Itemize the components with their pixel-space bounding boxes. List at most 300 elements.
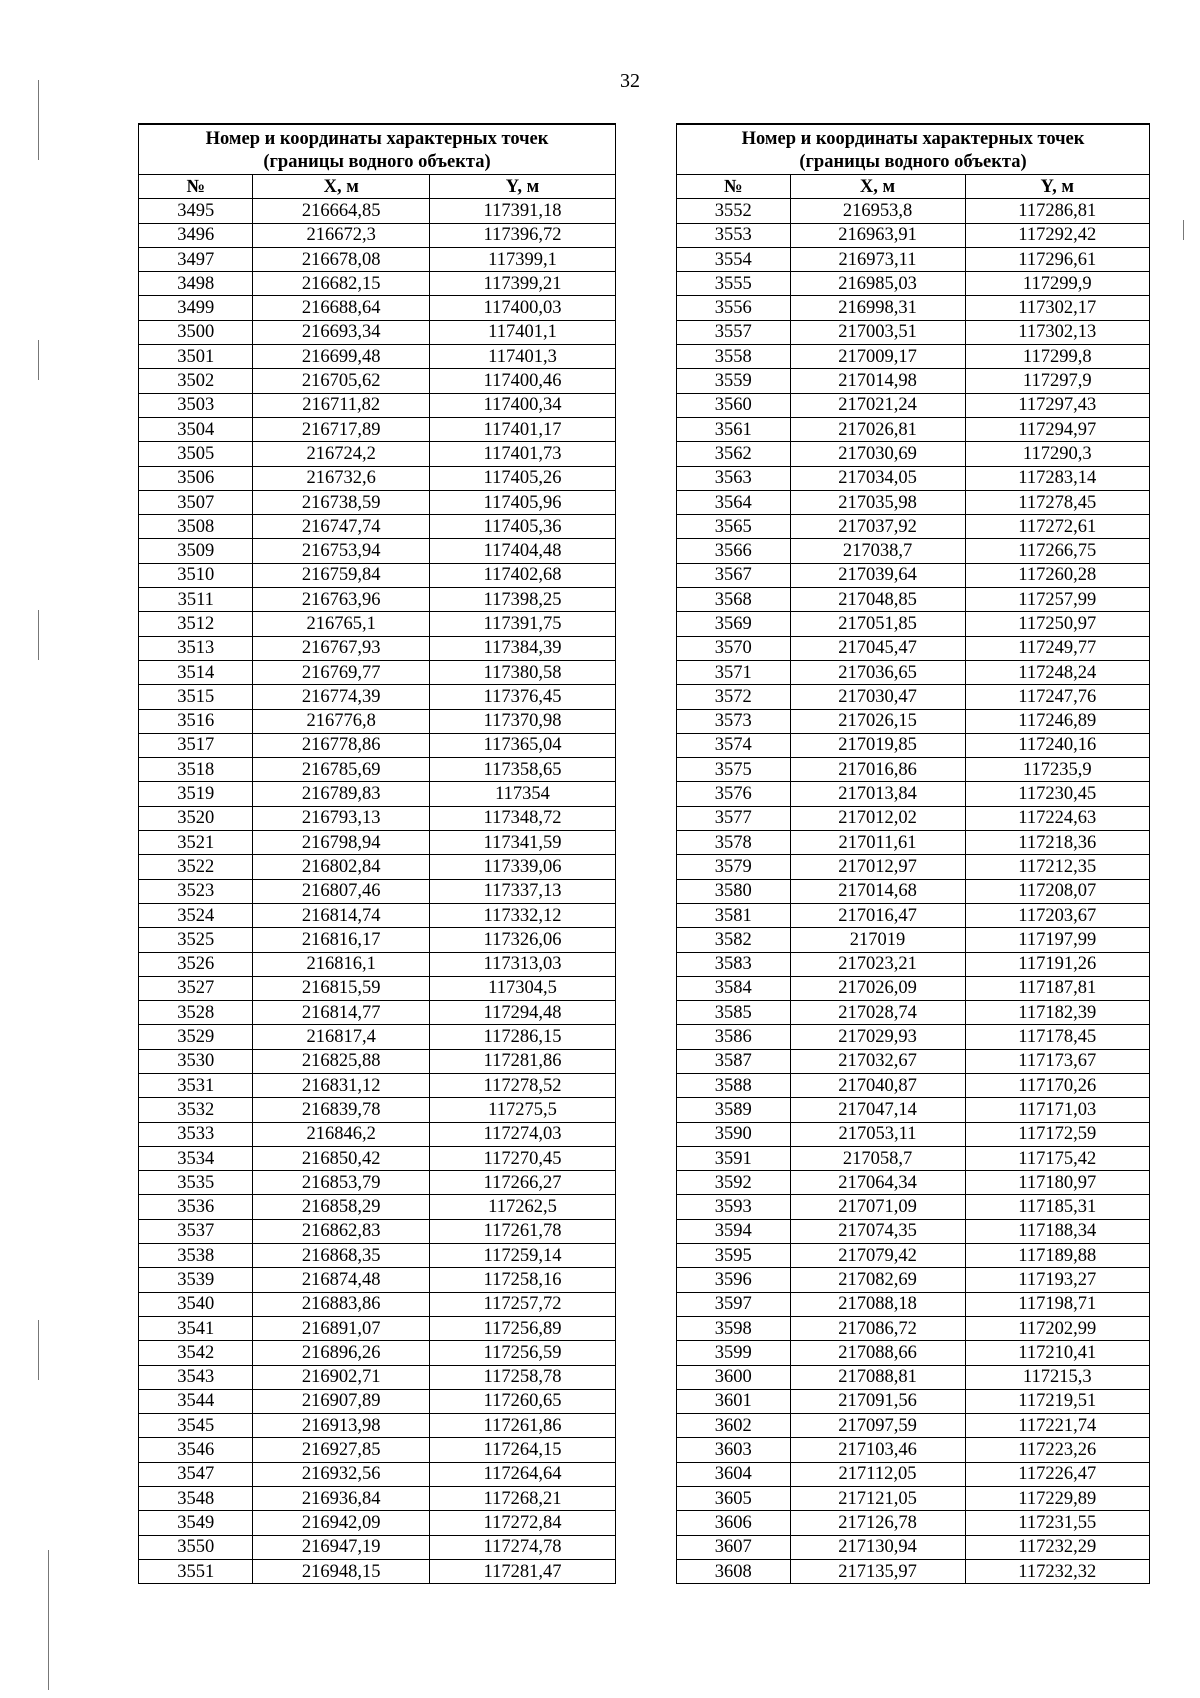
cell-x: 217079,42	[790, 1244, 965, 1268]
cell-x: 217030,47	[790, 685, 965, 709]
cell-number: 3582	[677, 928, 791, 952]
table-row	[139, 1268, 616, 1292]
cell-y: 117250,97	[965, 612, 1149, 636]
table-row	[139, 758, 616, 782]
cell-x: 216798,94	[253, 831, 429, 855]
cell-number: 3551	[139, 1559, 253, 1583]
table-row	[677, 1341, 1150, 1365]
cell-y: 117182,39	[965, 1001, 1149, 1025]
table-row	[139, 563, 616, 587]
cell-x: 217091,56	[790, 1389, 965, 1413]
table-row	[139, 1487, 616, 1511]
cell-number: 3586	[677, 1025, 791, 1049]
table-row	[139, 879, 616, 903]
cell-x: 217016,47	[790, 903, 965, 927]
cell-x: 216963,91	[790, 223, 965, 247]
cell-x: 217011,61	[790, 831, 965, 855]
table-row	[139, 1559, 616, 1583]
cell-number: 3505	[139, 442, 253, 466]
cell-y: 117226,47	[965, 1462, 1149, 1486]
cell-x: 217016,86	[790, 758, 965, 782]
cell-x: 217013,84	[790, 782, 965, 806]
cell-number: 3519	[139, 782, 253, 806]
cell-y: 117294,48	[429, 1001, 615, 1025]
cell-x: 217051,85	[790, 612, 965, 636]
table-row	[139, 976, 616, 1000]
cell-y: 117358,65	[429, 758, 615, 782]
table-row	[677, 976, 1150, 1000]
cell-number: 3563	[677, 466, 791, 490]
cell-number: 3542	[139, 1341, 253, 1365]
table-row	[139, 393, 616, 417]
cell-x: 216759,84	[253, 563, 429, 587]
cell-number: 3592	[677, 1171, 791, 1195]
cell-x: 217135,97	[790, 1559, 965, 1583]
cell-number: 3599	[677, 1341, 791, 1365]
cell-x: 216816,17	[253, 928, 429, 952]
cell-y: 117210,41	[965, 1341, 1149, 1365]
cell-y: 117278,45	[965, 490, 1149, 514]
cell-x: 216850,42	[253, 1146, 429, 1170]
cell-number: 3573	[677, 709, 791, 733]
cell-y: 117261,86	[429, 1414, 615, 1438]
table-row	[677, 1122, 1150, 1146]
cell-x: 217097,59	[790, 1414, 965, 1438]
cell-number: 3543	[139, 1365, 253, 1389]
table-row	[139, 685, 616, 709]
cell-number: 3568	[677, 588, 791, 612]
cell-x: 217014,68	[790, 879, 965, 903]
table-row	[677, 1559, 1150, 1583]
table-row	[677, 952, 1150, 976]
cell-x: 217121,05	[790, 1487, 965, 1511]
table-row	[139, 320, 616, 344]
table-row	[677, 831, 1150, 855]
scan-margin-mark	[48, 1550, 49, 1690]
cell-number: 3545	[139, 1414, 253, 1438]
cell-number: 3539	[139, 1268, 253, 1292]
cell-y: 117257,72	[429, 1292, 615, 1316]
table-row	[677, 369, 1150, 393]
cell-number: 3520	[139, 806, 253, 830]
cell-y: 117365,04	[429, 733, 615, 757]
cell-number: 3504	[139, 417, 253, 441]
table-row	[677, 515, 1150, 539]
cell-y: 117399,1	[429, 247, 615, 271]
cell-number: 3597	[677, 1292, 791, 1316]
cell-y: 117256,59	[429, 1341, 615, 1365]
cell-x: 216913,98	[253, 1414, 429, 1438]
table-row	[139, 1195, 616, 1219]
cell-y: 117191,26	[965, 952, 1149, 976]
table-row	[139, 1171, 616, 1195]
cell-number: 3569	[677, 612, 791, 636]
cell-number: 3547	[139, 1462, 253, 1486]
cell-x: 217021,24	[790, 393, 965, 417]
cell-x: 216807,46	[253, 879, 429, 903]
cell-y: 117170,26	[965, 1073, 1149, 1097]
cell-y: 117286,81	[965, 199, 1149, 223]
cell-x: 216778,86	[253, 733, 429, 757]
table-row	[139, 612, 616, 636]
cell-y: 117405,36	[429, 515, 615, 539]
table-row	[139, 588, 616, 612]
cell-y: 117398,25	[429, 588, 615, 612]
table-row	[139, 1244, 616, 1268]
cell-x: 216907,89	[253, 1389, 429, 1413]
cell-y: 117272,84	[429, 1511, 615, 1535]
cell-x: 216817,4	[253, 1025, 429, 1049]
cell-y: 117274,03	[429, 1122, 615, 1146]
cell-y: 117198,71	[965, 1292, 1149, 1316]
cell-y: 117247,76	[965, 685, 1149, 709]
cell-x: 217029,93	[790, 1025, 965, 1049]
table-title-line2: (границы водного объекта)	[263, 152, 491, 172]
cell-x: 217028,74	[790, 1001, 965, 1025]
cell-x: 216693,34	[253, 320, 429, 344]
cell-x: 217058,7	[790, 1146, 965, 1170]
table-row	[139, 733, 616, 757]
cell-number: 3577	[677, 806, 791, 830]
coordinates-table	[138, 123, 616, 1584]
cell-x: 217035,98	[790, 490, 965, 514]
cell-number: 3570	[677, 636, 791, 660]
cell-x: 217082,69	[790, 1268, 965, 1292]
table-row	[677, 588, 1150, 612]
cell-y: 117175,42	[965, 1146, 1149, 1170]
cell-number: 3584	[677, 976, 791, 1000]
cell-x: 216942,09	[253, 1511, 429, 1535]
table-row	[677, 660, 1150, 684]
cell-y: 117400,34	[429, 393, 615, 417]
column-header-number: №	[139, 175, 253, 199]
cell-y: 117405,26	[429, 466, 615, 490]
cell-x: 217048,85	[790, 588, 965, 612]
cell-y: 117275,5	[429, 1098, 615, 1122]
table-row	[677, 199, 1150, 223]
table-row	[677, 1244, 1150, 1268]
cell-number: 3530	[139, 1049, 253, 1073]
cell-x: 216664,85	[253, 199, 429, 223]
table-row	[677, 223, 1150, 247]
cell-y: 117260,28	[965, 563, 1149, 587]
cell-x: 217019	[790, 928, 965, 952]
cell-number: 3524	[139, 903, 253, 927]
cell-x: 217032,67	[790, 1049, 965, 1073]
page-number: 32	[620, 70, 640, 92]
cell-y: 117401,3	[429, 345, 615, 369]
table-row	[677, 806, 1150, 830]
table-row	[139, 345, 616, 369]
cell-number: 3550	[139, 1535, 253, 1559]
table-title-line1: Номер и координаты характерных точек	[741, 129, 1085, 149]
cell-x: 216839,78	[253, 1098, 429, 1122]
cell-y: 117297,9	[965, 369, 1149, 393]
cell-number: 3532	[139, 1098, 253, 1122]
table-row	[677, 1049, 1150, 1073]
table-row	[677, 1171, 1150, 1195]
cell-x: 216814,74	[253, 903, 429, 927]
table-row	[139, 417, 616, 441]
cell-number: 3567	[677, 563, 791, 587]
cell-number: 3554	[677, 247, 791, 271]
cell-x: 216705,62	[253, 369, 429, 393]
cell-number: 3593	[677, 1195, 791, 1219]
cell-x: 217071,09	[790, 1195, 965, 1219]
cell-x: 216973,11	[790, 247, 965, 271]
cell-y: 117266,27	[429, 1171, 615, 1195]
table-row	[139, 247, 616, 271]
cell-x: 216789,83	[253, 782, 429, 806]
cell-y: 117229,89	[965, 1487, 1149, 1511]
cell-x: 216763,96	[253, 588, 429, 612]
cell-x: 216717,89	[253, 417, 429, 441]
cell-number: 3548	[139, 1487, 253, 1511]
cell-y: 117370,98	[429, 709, 615, 733]
cell-x: 217023,21	[790, 952, 965, 976]
table-row	[139, 1414, 616, 1438]
cell-y: 117391,18	[429, 199, 615, 223]
table-row	[677, 466, 1150, 490]
cell-x: 217086,72	[790, 1316, 965, 1340]
cell-y: 117402,68	[429, 563, 615, 587]
cell-y: 117302,13	[965, 320, 1149, 344]
cell-number: 3503	[139, 393, 253, 417]
cell-number: 3552	[677, 199, 791, 223]
cell-y: 117313,03	[429, 952, 615, 976]
table-row	[677, 612, 1150, 636]
cell-number: 3516	[139, 709, 253, 733]
cell-x: 217088,66	[790, 1341, 965, 1365]
table-row	[677, 928, 1150, 952]
table-row	[677, 247, 1150, 271]
cell-y: 117339,06	[429, 855, 615, 879]
cell-x: 217064,34	[790, 1171, 965, 1195]
cell-x: 217012,97	[790, 855, 965, 879]
cell-number: 3583	[677, 952, 791, 976]
cell-x: 217047,14	[790, 1098, 965, 1122]
cell-y: 117231,55	[965, 1511, 1149, 1535]
cell-x: 217039,64	[790, 563, 965, 587]
table-row	[139, 1389, 616, 1413]
table-row	[677, 417, 1150, 441]
table-row	[677, 490, 1150, 514]
cell-y: 117376,45	[429, 685, 615, 709]
cell-number: 3499	[139, 296, 253, 320]
cell-number: 3603	[677, 1438, 791, 1462]
table-row	[139, 952, 616, 976]
cell-y: 117240,16	[965, 733, 1149, 757]
table-row	[677, 1535, 1150, 1559]
cell-x: 216747,74	[253, 515, 429, 539]
table-title	[139, 124, 616, 175]
cell-x: 216902,71	[253, 1365, 429, 1389]
cell-x: 216774,39	[253, 685, 429, 709]
cell-y: 117264,15	[429, 1438, 615, 1462]
cell-y: 117281,47	[429, 1559, 615, 1583]
table-row	[677, 1462, 1150, 1486]
cell-number: 3508	[139, 515, 253, 539]
cell-number: 3509	[139, 539, 253, 563]
cell-x: 217088,18	[790, 1292, 965, 1316]
table-row	[677, 1025, 1150, 1049]
cell-number: 3517	[139, 733, 253, 757]
cell-x: 216891,07	[253, 1316, 429, 1340]
table-title	[677, 124, 1150, 175]
cell-x: 216846,2	[253, 1122, 429, 1146]
cell-x: 216825,88	[253, 1049, 429, 1073]
table-row	[139, 1001, 616, 1025]
cell-x: 217130,94	[790, 1535, 965, 1559]
cell-number: 3541	[139, 1316, 253, 1340]
cell-x: 216896,26	[253, 1341, 429, 1365]
cell-number: 3606	[677, 1511, 791, 1535]
cell-y: 117297,43	[965, 393, 1149, 417]
cell-number: 3590	[677, 1122, 791, 1146]
cell-number: 3576	[677, 782, 791, 806]
coordinates-table-left	[138, 123, 616, 1584]
table-row	[677, 636, 1150, 660]
table-row	[677, 1365, 1150, 1389]
table-row	[139, 490, 616, 514]
cell-number: 3559	[677, 369, 791, 393]
cell-y: 117246,89	[965, 709, 1149, 733]
cell-y: 117354	[429, 782, 615, 806]
cell-y: 117326,06	[429, 928, 615, 952]
table-row	[677, 782, 1150, 806]
cell-x: 217014,98	[790, 369, 965, 393]
table-row	[677, 879, 1150, 903]
cell-y: 117232,32	[965, 1559, 1149, 1583]
table-body	[139, 199, 616, 1584]
cell-y: 117197,99	[965, 928, 1149, 952]
cell-number: 3562	[677, 442, 791, 466]
cell-x: 217026,15	[790, 709, 965, 733]
cell-y: 117193,27	[965, 1268, 1149, 1292]
cell-number: 3510	[139, 563, 253, 587]
cell-y: 117180,97	[965, 1171, 1149, 1195]
cell-x: 217009,17	[790, 345, 965, 369]
cell-y: 117384,39	[429, 636, 615, 660]
column-header-y: Y, м	[429, 175, 615, 199]
cell-x: 216815,59	[253, 976, 429, 1000]
cell-y: 117258,78	[429, 1365, 615, 1389]
cell-number: 3579	[677, 855, 791, 879]
cell-y: 117256,89	[429, 1316, 615, 1340]
cell-number: 3557	[677, 320, 791, 344]
cell-x: 217074,35	[790, 1219, 965, 1243]
cell-y: 117235,9	[965, 758, 1149, 782]
column-header-x: X, м	[790, 175, 965, 199]
cell-number: 3600	[677, 1365, 791, 1389]
table-row	[139, 636, 616, 660]
cell-x: 217019,85	[790, 733, 965, 757]
cell-number: 3536	[139, 1195, 253, 1219]
scan-margin-mark	[1183, 220, 1184, 240]
cell-x: 216927,85	[253, 1438, 429, 1462]
cell-y: 117400,46	[429, 369, 615, 393]
cell-x: 216998,31	[790, 296, 965, 320]
table-row	[677, 1073, 1150, 1097]
table-row	[139, 442, 616, 466]
cell-y: 117348,72	[429, 806, 615, 830]
cell-number: 3506	[139, 466, 253, 490]
cell-x: 217034,05	[790, 466, 965, 490]
cell-x: 217053,11	[790, 1122, 965, 1146]
table-row	[677, 1389, 1150, 1413]
cell-x: 216765,1	[253, 612, 429, 636]
cell-number: 3533	[139, 1122, 253, 1146]
cell-y: 117262,5	[429, 1195, 615, 1219]
cell-number: 3585	[677, 1001, 791, 1025]
table-row	[139, 1219, 616, 1243]
cell-number: 3555	[677, 272, 791, 296]
table-row	[139, 903, 616, 927]
cell-x: 217026,81	[790, 417, 965, 441]
cell-y: 117232,29	[965, 1535, 1149, 1559]
cell-number: 3594	[677, 1219, 791, 1243]
cell-number: 3587	[677, 1049, 791, 1073]
cell-x: 217045,47	[790, 636, 965, 660]
cell-x: 216874,48	[253, 1268, 429, 1292]
cell-x: 217036,65	[790, 660, 965, 684]
cell-x: 216767,93	[253, 636, 429, 660]
cell-number: 3546	[139, 1438, 253, 1462]
column-header-number: №	[677, 175, 791, 199]
cell-y: 117212,35	[965, 855, 1149, 879]
table-row	[677, 1268, 1150, 1292]
table-row	[677, 1438, 1150, 1462]
cell-x: 216816,1	[253, 952, 429, 976]
cell-x: 216785,69	[253, 758, 429, 782]
cell-y: 117173,67	[965, 1049, 1149, 1073]
cell-y: 117258,16	[429, 1268, 615, 1292]
scan-margin-mark	[38, 80, 39, 160]
cell-y: 117224,63	[965, 806, 1149, 830]
cell-number: 3607	[677, 1535, 791, 1559]
cell-y: 117341,59	[429, 831, 615, 855]
cell-number: 3602	[677, 1414, 791, 1438]
table-title-line2: (границы водного объекта)	[799, 152, 1027, 172]
cell-y: 117172,59	[965, 1122, 1149, 1146]
cell-y: 117299,9	[965, 272, 1149, 296]
table-row	[677, 1195, 1150, 1219]
cell-y: 117268,21	[429, 1487, 615, 1511]
table-row	[139, 1341, 616, 1365]
cell-number: 3529	[139, 1025, 253, 1049]
table-row	[139, 1438, 616, 1462]
cell-y: 117208,07	[965, 879, 1149, 903]
cell-number: 3553	[677, 223, 791, 247]
cell-number: 3598	[677, 1316, 791, 1340]
cell-x: 217112,05	[790, 1462, 965, 1486]
cell-x: 216947,19	[253, 1535, 429, 1559]
cell-y: 117221,74	[965, 1414, 1149, 1438]
cell-x: 216699,48	[253, 345, 429, 369]
cell-x: 217088,81	[790, 1365, 965, 1389]
cell-x: 216932,56	[253, 1462, 429, 1486]
cell-x: 216688,64	[253, 296, 429, 320]
cell-number: 3495	[139, 199, 253, 223]
cell-y: 117292,42	[965, 223, 1149, 247]
cell-number: 3595	[677, 1244, 791, 1268]
cell-number: 3497	[139, 247, 253, 271]
cell-y: 117302,17	[965, 296, 1149, 320]
table-title-line1: Номер и координаты характерных точек	[205, 129, 549, 149]
cell-y: 117260,65	[429, 1389, 615, 1413]
cell-y: 117215,3	[965, 1365, 1149, 1389]
table-row	[677, 272, 1150, 296]
